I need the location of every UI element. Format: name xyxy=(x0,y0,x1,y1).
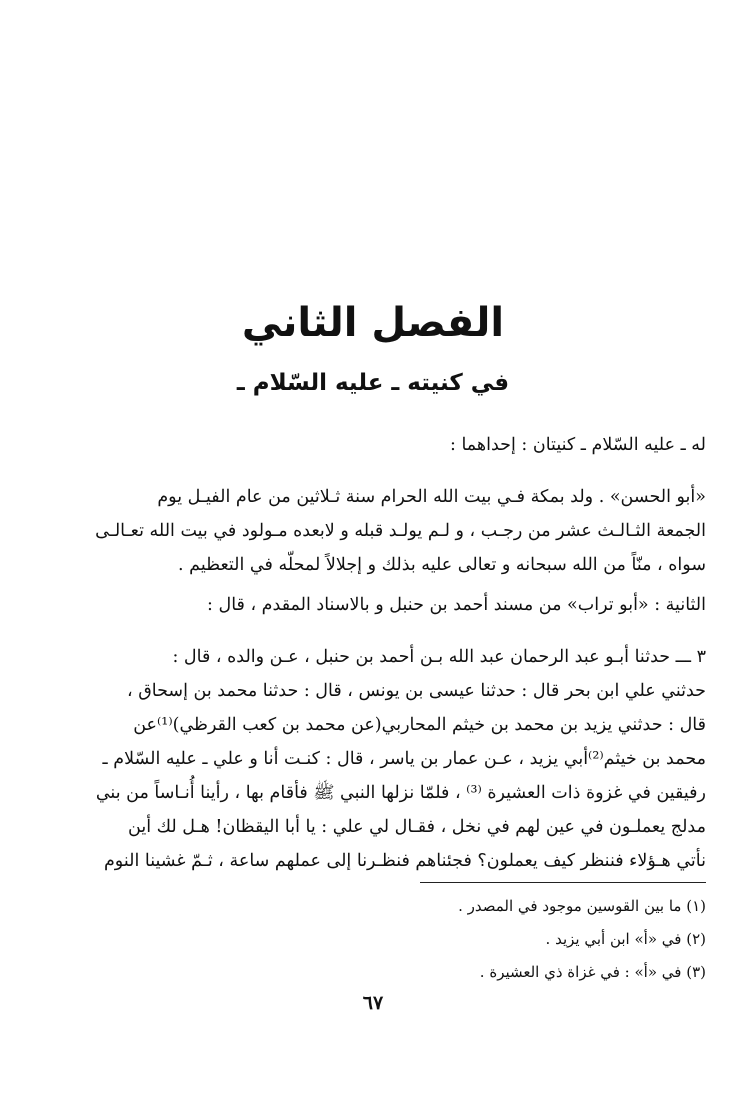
footnote-divider xyxy=(420,882,706,883)
paragraph-kunya-abu-turab xyxy=(96,588,706,622)
text-line: ٣ ـــ حدثنا أبـو عبد الرحمان عبد الله بـن أحمد بن حنبل ، عـن والده ، قال : xyxy=(172,647,706,667)
footnote: (٢) في «أ» ابن أبي يزيد . xyxy=(545,930,706,948)
footnote: (١) ما بين القوسين موجود في المصدر . xyxy=(458,897,706,915)
page-number: ٦٧ xyxy=(362,992,384,1014)
text-line: له ـ عليه السّلام ـ كنيتان : إحداهما : xyxy=(449,435,706,455)
text-line: نأتي هـؤلاء فننظر كيف يعملون؟ فجئناهم فنظـرنا إلى عملهم ساعة ، ثـمّ غشينا النوم xyxy=(103,851,706,871)
intro-line xyxy=(96,428,706,462)
text-line: الجمعة الثـالـث عشر من رجـب ، و لـم يولـد قبله و لابعده مـولود في بيت الله تعـالـى xyxy=(95,521,706,541)
text-line: قال : حدثني يزيد بن محمد بن خيثم المحاربي(عن محمد بن كعب القرظي)⁽¹⁾عن xyxy=(133,715,706,735)
text-line: محمد بن خيثم⁽²⁾أبي يزيد ، عـن عمار بن ياسر ، قال : كنـت أنا و علي ـ عليه السّلام ـ xyxy=(102,749,706,769)
text-line: سواه ، منّاً من الله سبحانه و تعالى عليه بذلك و إجلالاً لمحلّه في التعظيم . xyxy=(178,555,706,575)
hadith-paragraph xyxy=(96,640,706,878)
footnotes xyxy=(96,890,706,989)
text-line: «أبو الحسن» . ولد بمكة فـي بيت الله الحرام سنة ثـلاثين من عام الفيـل يوم xyxy=(157,487,706,507)
footnote: (٣) في «أ» : في غزاة ذي العشيرة . xyxy=(479,963,706,981)
text-line: الثانية : «أبو تراب» من مسند أحمد بن حنبل و بالاسناد المقدم ، قال : xyxy=(207,595,706,615)
paragraph-kunya-abu-al-hasan xyxy=(96,480,706,582)
text-line: مدلج يعملـون في عين لهم في نخل ، فقـال لي علي : يا أبا اليقظان! هـل لك أين xyxy=(128,817,706,837)
text-line: حدثني علي ابن بحر قال : حدثنا عيسى بن يونس ، قال : حدثنا محمد بن إسحاق ، xyxy=(127,681,706,701)
text-line: رفيقين في غزوة ذات العشيرة ⁽³⁾ ، فلمّا نزلها النبي ﷺ فأقام بها ، رأينا أُنـاساً من بني xyxy=(95,783,706,803)
chapter-title: الفصل الثاني xyxy=(241,300,505,346)
chapter-subtitle: في كنيته ـ عليه السّلام ـ xyxy=(236,370,510,396)
